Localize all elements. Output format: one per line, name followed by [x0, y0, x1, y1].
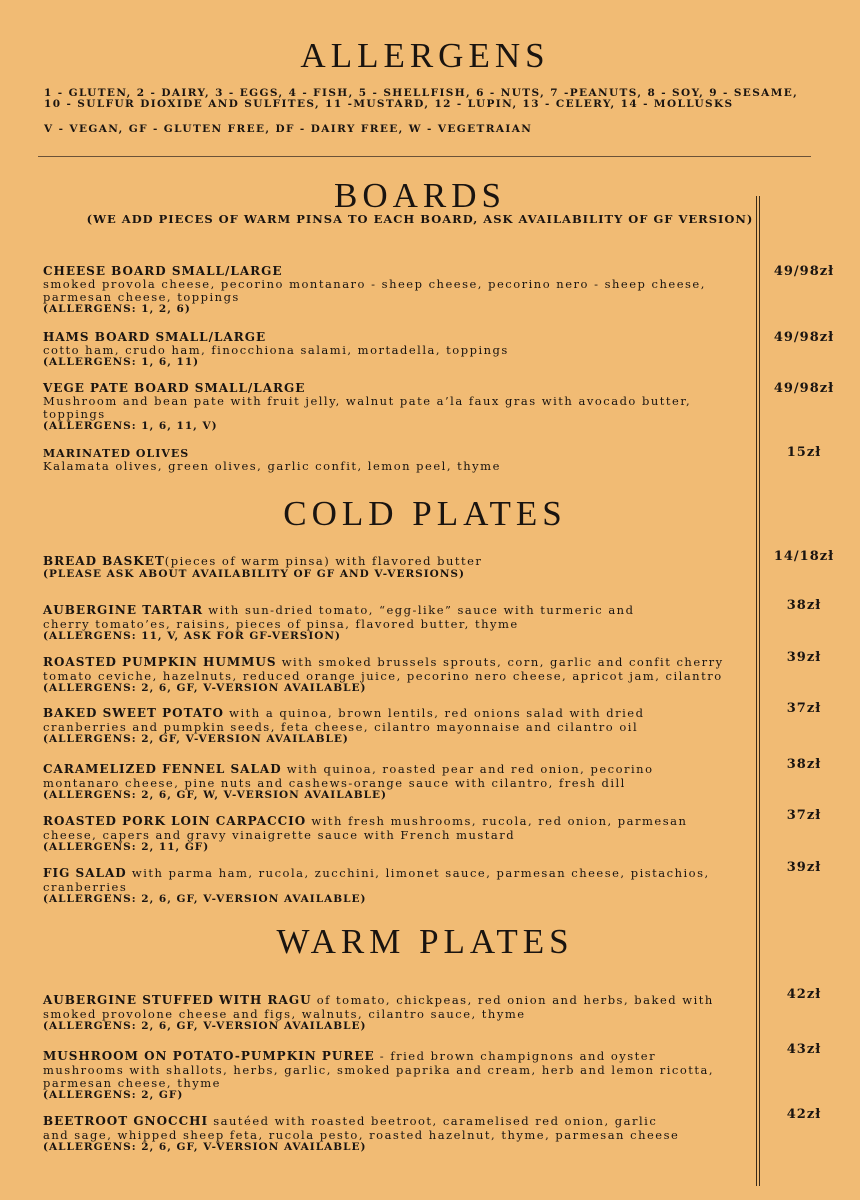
item-description: parmesan cheese, toppings [43, 290, 240, 304]
menu-item [43, 702, 753, 745]
price-column-divider [756, 196, 757, 1186]
item-allergens: (ALLERGENS: 2, GF, V-VERSION AVAILABLE) [43, 733, 349, 745]
item-allergens: (ALLERGENS: 2, 6, GF, V-VERSION AVAILABLE) [43, 1020, 367, 1032]
item-description: with smoked brussels sprouts, corn, garlic and confit cherry [276, 655, 724, 669]
item-description: of tomato, chickpeas, red onion and herbs, baked with [311, 993, 714, 1007]
item-description: with fresh mushrooms, rucola, red onion, parmesan [306, 814, 688, 828]
item-name: ROASTED PORK LOIN CARPACCIO [43, 814, 307, 828]
item-price: 49/98zł [773, 264, 835, 279]
item-description: tomato ceviche, hazelnuts, reduced orange juice, pecorino nero cheese, apricot jam, cilantro [43, 669, 723, 683]
item-allergens: (ALLERGENS: 2, 11, GF) [43, 841, 210, 853]
item-allergens: (ALLERGENS: 1, 6, 11, V) [43, 420, 218, 432]
item-name: AUBERGINE TARTAR [43, 603, 204, 617]
menu-item [43, 265, 753, 315]
allergen-list-line: 10 - SULFUR DIOXIDE AND SULFITES, 11 -MUSTARD, 12 - LUPIN, 13 - CELERY, 14 - MOLLUSKS [44, 98, 734, 110]
item-description: smoked provola cheese, pecorino montanaro - sheep cheese, pecorino nero - sheep cheese, [43, 277, 706, 291]
item-allergens: (ALLERGENS: 11, V, ASK FOR GF-VERSION) [43, 630, 341, 642]
menu-item [43, 599, 753, 642]
item-description: cranberries and pumpkin seeds, feta cheese, cilantro mayonnaise and cilantro oil [43, 720, 639, 734]
item-price: 42zł [786, 987, 822, 1002]
item-description: smoked provolone cheese and figs, walnuts, cilantro sauce, thyme [43, 1007, 526, 1021]
menu-item [43, 651, 753, 694]
menu-item [43, 331, 753, 368]
menu-item [43, 810, 753, 853]
item-description: (pieces of warm pinsa) with flavored butter [164, 554, 483, 568]
item-description: mushrooms with shallots, herbs, garlic, smoked paprika and cream, herb and lemon ricotta, [43, 1063, 715, 1077]
item-name: FIG SALAD [43, 866, 127, 880]
menu-item [43, 1110, 753, 1153]
item-description: with quinoa, roasted pear and red onion, pecorino [281, 762, 654, 776]
item-description: with parma ham, rucola, zucchini, limonet sauce, parmesan cheese, pistachios, [126, 866, 710, 880]
item-description: and sage, whipped sheep feta, rucola pesto, roasted hazelnut, thyme, parmesan cheese [43, 1128, 680, 1142]
item-price: 39zł [786, 650, 822, 665]
boards-note: (WE ADD PIECES OF WARM PINSA TO EACH BOARD, ASK AVAILABILITY OF GF VERSION) [86, 212, 754, 226]
item-description: sautéed with roasted beetroot, caramelised red onion, garlic [208, 1114, 658, 1128]
item-name: MARINATED OLIVES [43, 447, 190, 460]
divider [38, 156, 811, 157]
item-name: BEETROOT GNOCCHI [43, 1114, 209, 1128]
item-description: cheese, capers and gravy vinaigrette sauce with French mustard [43, 828, 516, 842]
section-title-boards: BOARDS [334, 176, 506, 215]
item-description: Kalamata olives, green olives, garlic confit, lemon peel, thyme [43, 459, 501, 473]
item-price: 49/98zł [773, 330, 835, 345]
item-description: parmesan cheese, thyme [43, 1076, 221, 1090]
menu-item [43, 862, 753, 905]
item-description: with sun-dried tomato, “egg-like” sauce with turmeric and [203, 603, 635, 617]
item-allergens: (ALLERGENS: 2, 6, GF, V-VERSION AVAILABLE) [43, 682, 367, 694]
allergen-list [44, 88, 804, 110]
item-price: 14/18zł [773, 549, 835, 564]
menu-item [43, 758, 753, 801]
item-allergens: (PLEASE ASK ABOUT AVAILABILITY OF GF AND V-VERSIONS) [43, 568, 465, 580]
item-description: Mushroom and bean pate with fruit jelly, walnut pate a’la faux gras with avocado butter, [43, 394, 692, 408]
item-description: cranberries [43, 880, 128, 894]
diet-legend: V - VEGAN, GF - GLUTEN FREE, DF - DAIRY FREE, W - VEGETRAIAN [44, 123, 533, 135]
menu-item [43, 447, 753, 473]
item-price: 39zł [786, 860, 822, 875]
item-name: ROASTED PUMPKIN HUMMUS [43, 655, 277, 669]
item-price: 38zł [786, 757, 822, 772]
item-name: CARAMELIZED FENNEL SALAD [43, 762, 282, 776]
item-price: 49/98zł [773, 381, 835, 396]
item-description: - fried brown champignons and oyster [374, 1049, 657, 1063]
item-name: BREAD BASKET [43, 554, 165, 568]
item-price: 15zł [786, 445, 822, 460]
menu-item [43, 1045, 753, 1101]
item-name: CHEESE BOARD SMALL/LARGE [43, 264, 283, 278]
item-name: HAMS BOARD SMALL/LARGE [43, 330, 267, 344]
item-description: montanaro cheese, pine nuts and cashews-orange sauce with cilantro, fresh dill [43, 776, 626, 790]
item-name: VEGE PATE BOARD SMALL/LARGE [43, 381, 306, 395]
item-allergens: (ALLERGENS: 1, 2, 6) [43, 303, 191, 315]
item-description: with a quinoa, brown lentils, red onions salad with dried [223, 706, 645, 720]
item-description: cotto ham, crudo ham, finocchiona salami, mortadella, toppings [43, 343, 509, 357]
item-price: 37zł [786, 701, 822, 716]
item-allergens: (ALLERGENS: 2, 6, GF, V-VERSION AVAILABLE) [43, 893, 367, 905]
item-price: 38zł [786, 598, 822, 613]
section-title-cold-plates: COLD PLATES [283, 494, 567, 533]
item-price: 43zł [786, 1042, 822, 1057]
item-price: 42zł [786, 1107, 822, 1122]
item-description: toppings [43, 407, 106, 421]
item-description: cherry tomato’es, raisins, pieces of pinsa, flavored butter, thyme [43, 617, 519, 631]
item-allergens: (ALLERGENS: 2, GF) [43, 1089, 184, 1101]
section-title-warm-plates: WARM PLATES [276, 922, 574, 961]
allergen-list-line: 1 - GLUTEN, 2 - DAIRY, 3 - EGGS, 4 - FISH, 5 - SHELLFISH, 6 - NUTS, 7 -PEANUTS, 8 - SOY, 9 - SESAME, [44, 87, 799, 99]
item-name: MUSHROOM ON POTATO-PUMPKIN PUREE [43, 1049, 375, 1063]
item-name: AUBERGINE STUFFED WITH RAGU [43, 993, 312, 1007]
menu-item [43, 550, 753, 580]
item-name: BAKED SWEET POTATO [43, 706, 224, 720]
item-allergens: (ALLERGENS: 2, 6, GF, W, V-VERSION AVAILABLE) [43, 789, 387, 801]
item-allergens: (ALLERGENS: 1, 6, 11) [43, 356, 200, 368]
menu-item [43, 989, 753, 1032]
item-allergens: (ALLERGENS: 2, 6, GF, V-VERSION AVAILABLE) [43, 1141, 367, 1153]
menu-item [43, 382, 753, 432]
item-price: 37zł [786, 808, 822, 823]
allergens-title: ALLERGENS [300, 36, 550, 75]
